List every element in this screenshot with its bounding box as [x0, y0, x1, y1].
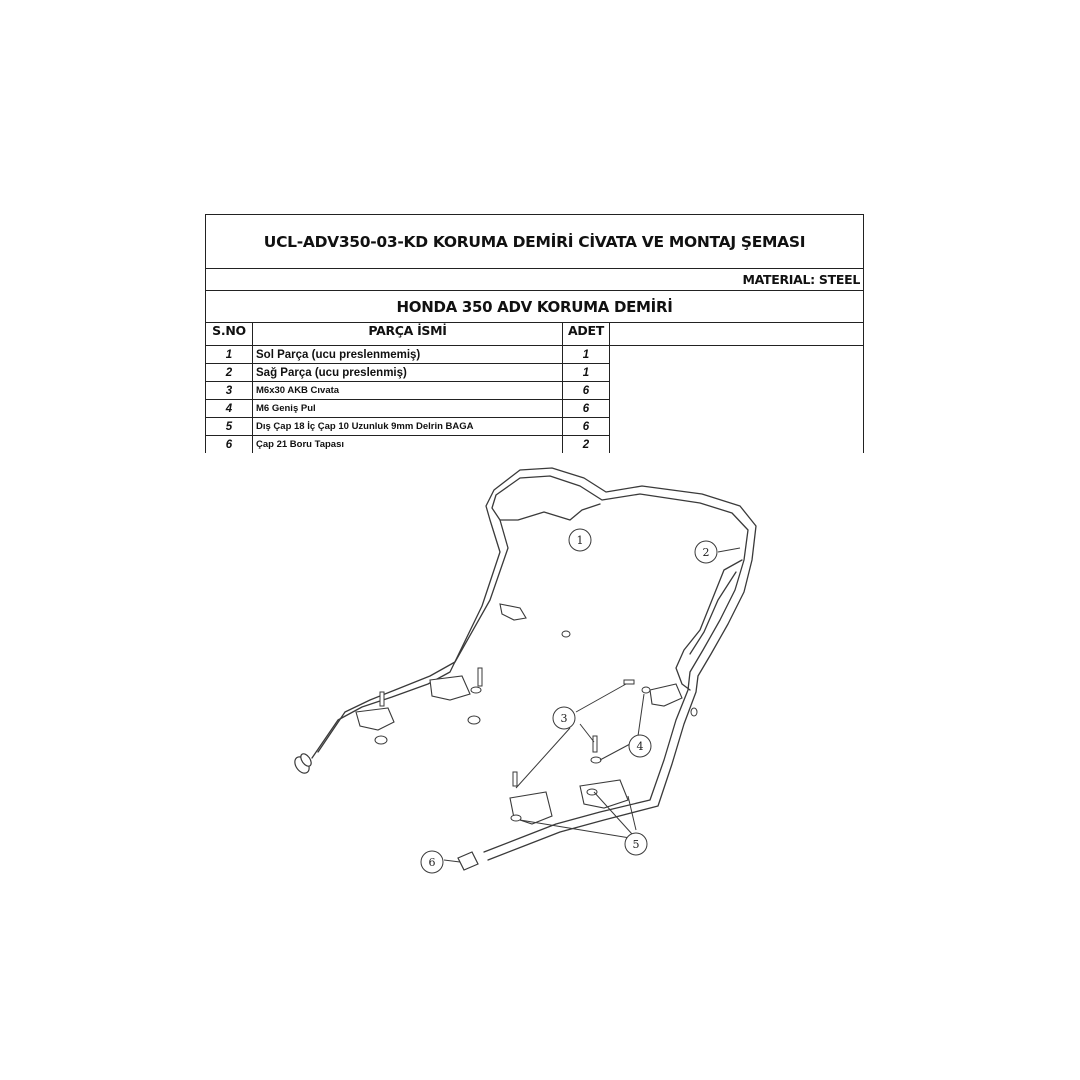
bracket-left-a	[356, 708, 394, 730]
balloon-5-label: 5	[632, 838, 640, 851]
washer-icon	[691, 708, 697, 716]
row-part-name: M6 Geniş Pul	[253, 400, 563, 418]
row-quantity: 2	[563, 436, 610, 454]
material-label: MATERIAL: STEEL	[206, 269, 864, 291]
washer-icon	[471, 687, 481, 693]
table-row	[206, 346, 864, 364]
bracket-left-b	[430, 676, 470, 700]
bracket-upper	[500, 604, 526, 620]
spacer-icon	[468, 716, 480, 724]
bolt-icon	[624, 680, 634, 684]
column-header-quantity: ADET	[563, 323, 610, 346]
left-bar-loop	[500, 504, 600, 520]
row-quantity: 6	[563, 382, 610, 400]
leader-line	[444, 860, 460, 862]
row-quantity: 6	[563, 400, 610, 418]
column-header-part-name: PARÇA İSMİ	[253, 323, 563, 346]
tube-end-plug-icon	[292, 752, 313, 776]
balloon-6-label: 6	[428, 856, 436, 869]
bracket-right-b	[580, 780, 628, 808]
balloon-4-label: 4	[636, 740, 644, 753]
leader-line	[638, 694, 644, 736]
washer-icon	[562, 631, 570, 637]
parts-table	[205, 214, 864, 453]
balloon-2-label: 2	[702, 546, 710, 559]
bolt-icon	[380, 692, 384, 706]
bolt-icon	[478, 668, 482, 686]
right-bar-detail	[676, 560, 742, 690]
row-sno: 1	[206, 346, 253, 364]
row-sno: 3	[206, 382, 253, 400]
row-part-name: Dış Çap 18 İç Çap 10 Uzunluk 9mm Delrin BAGA	[253, 418, 563, 436]
model-title: HONDA 350 ADV KORUMA DEMİRİ	[206, 291, 864, 323]
washer-icon	[591, 757, 601, 763]
row-quantity: 1	[563, 364, 610, 382]
row-sno: 2	[206, 364, 253, 382]
row-part-name: Sol Parça (ucu preslenmemiş)	[253, 346, 563, 364]
notes-cell	[610, 323, 864, 346]
assembly-drawing	[0, 462, 1080, 892]
leader-line	[600, 744, 630, 760]
leader-line	[718, 548, 740, 552]
drawing-title: UCL-ADV350-03-KD KORUMA DEMİRİ CİVATA VE MONTAJ ŞEMASI	[206, 215, 864, 269]
tube-end-plug-icon	[458, 852, 478, 870]
bracket-right-c	[650, 684, 682, 706]
balloon-3-label: 3	[560, 712, 568, 725]
notes-area	[610, 346, 864, 454]
leader-line	[580, 724, 594, 742]
row-part-name: Çap 21 Boru Tapası	[253, 436, 563, 454]
row-quantity: 6	[563, 418, 610, 436]
column-header-sno: S.NO	[206, 323, 253, 346]
balloon-1-label: 1	[576, 534, 584, 547]
leader-line	[520, 820, 630, 838]
leader-line	[576, 684, 626, 712]
row-part-name: M6x30 AKB Cıvata	[253, 382, 563, 400]
row-sno: 6	[206, 436, 253, 454]
row-sno: 4	[206, 400, 253, 418]
bolt-icon	[593, 736, 597, 752]
row-sno: 5	[206, 418, 253, 436]
washer-icon	[642, 687, 650, 693]
right-bar-detail-2	[690, 572, 736, 654]
row-part-name: Sağ Parça (ucu preslenmiş)	[253, 364, 563, 382]
row-quantity: 1	[563, 346, 610, 364]
spacer-icon	[375, 736, 387, 744]
leader-line	[516, 728, 570, 788]
spacer-icon	[511, 815, 521, 821]
bolt-icon	[513, 772, 517, 786]
